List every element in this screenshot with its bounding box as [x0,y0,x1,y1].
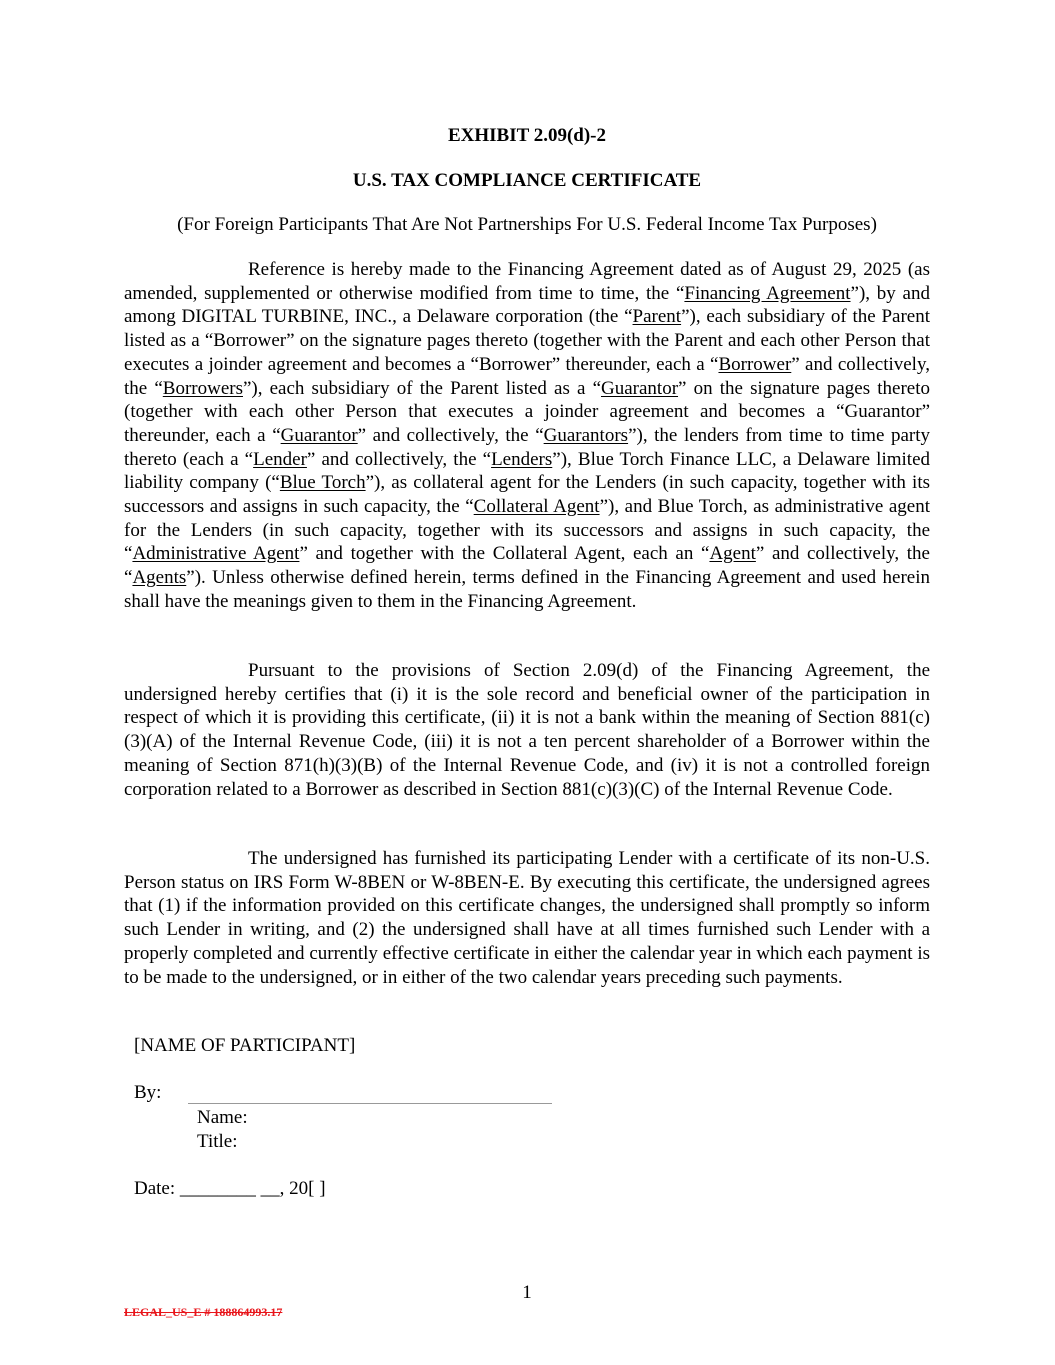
date-line: Date: ________ __, 20[ ] [134,1178,326,1199]
name-label: Name: [197,1107,248,1128]
paragraph-reference: Reference is hereby made to the Financing Agreement dated as of August 29, 2025 (as amended, supplemented or otherwise modified from time to time, the “Financing Agreement”), by and among DIGITAL TURBINE, INC., a Delaware corporation (the “Parent”), each subsidiary of the Parent listed as a “Borrower” on the signature pages thereto (together with the Parent and each other Person that executes a joinder agreement and becomes a “Borrower” thereunder, each a “Borrower” and collectively, the “Borrowers”), each subsidiary of the Parent listed as a “Guarantor” on the signature pages thereto (together with each other Person that executes a joinder agreement and becomes a “Guarantor” thereunder, each a “Guarantor” and collectively, the “Guarantors”), the lenders from time to time party thereto (each a “Lender” and collectively, the “Lenders”), Blue Torch Finance LLC, a Delaware limited liability company (“Blue Torch”), as collateral agent for the Lenders (in such capacity, together with its successors and assigns in such capacity, the “Collateral Agent”), and Blue Torch, as administrative agent for the Lenders (in such capacity, together with its successors and assigns in such capacity, the “Administrative Agent” and together with the Collateral Agent, each an “Agent” and collectively, the “Agents”). Unless otherwise defined herein, terms defined in the Financing Agreement and used herein shall have the meanings given to them in the Financing Agreement. [124,259,931,612]
paragraph-w8ben: The undersigned has furnished its participating Lender with a certificate of its non-U.S. Person status on IRS Form W-8BEN or W-8BEN-E. By executing this certificate, the undersigned agrees that (1) if the information provided on this certificate changes, the undersigned shall promptly so inform such Lender in writing, and (2) the undersigned shall have at all times furnished such Lender with a properly completed and currently effective certificate in either the calendar year in which each payment is to be made to the undersigned, or in either of the two calendar years preceding such payments. [124,848,930,988]
defined-term: Agent [709,543,756,565]
defined-term: Collateral Agent [473,496,600,518]
title-label: Title: [197,1131,238,1152]
certificate-title: U.S. TAX COMPLIANCE CERTIFICATE [352,170,702,191]
defined-term: Lenders [491,448,553,470]
defined-term: Lender [253,448,307,470]
defined-term: Parent [632,306,682,328]
defined-term: Borrowers [162,377,243,399]
defined-term: Guarantor [280,424,358,446]
defined-term: Guarantors [543,424,629,446]
defined-term: Administrative Agent [132,543,300,565]
defined-term: Agents [132,567,187,589]
defined-term: Borrower [718,353,792,375]
defined-term: Guarantor [601,377,679,399]
defined-term: Financing Agreement [684,282,851,304]
certificate-subtitle: (For Foreign Participants That Are Not Partnerships For U.S. Federal Income Tax Purposes) [177,214,877,235]
page-number: 1 [522,1282,532,1303]
participant-name-placeholder: [NAME OF PARTICIPANT] [134,1035,356,1056]
paragraph-certification: Pursuant to the provisions of Section 2.09(d) of the Financing Agreement, the undersigned hereby certifies that (i) it is the sole record and beneficial owner of the participation in respect of which it is providing this certificate, (ii) it is not a bank within the meaning of Section 881(c)(3)(A) of the Internal Revenue Code, (iii) it is not a ten percent shareholder of a Borrower within the meaning of Section 871(h)(3)(B) of the Internal Revenue Code, and (iv) it is not a controlled foreign corporation related to a Borrower as described in Section 881(c)(3)(C) of the Internal Revenue Code. [124,660,930,800]
document-id: LEGAL_US_E # 188864993.17 [124,1305,283,1319]
exhibit-heading: EXHIBIT 2.09(d)-2 [447,125,606,146]
signature-line[interactable] [188,1103,552,1104]
by-label: By: [134,1082,162,1103]
defined-term: Blue Torch [279,472,366,494]
